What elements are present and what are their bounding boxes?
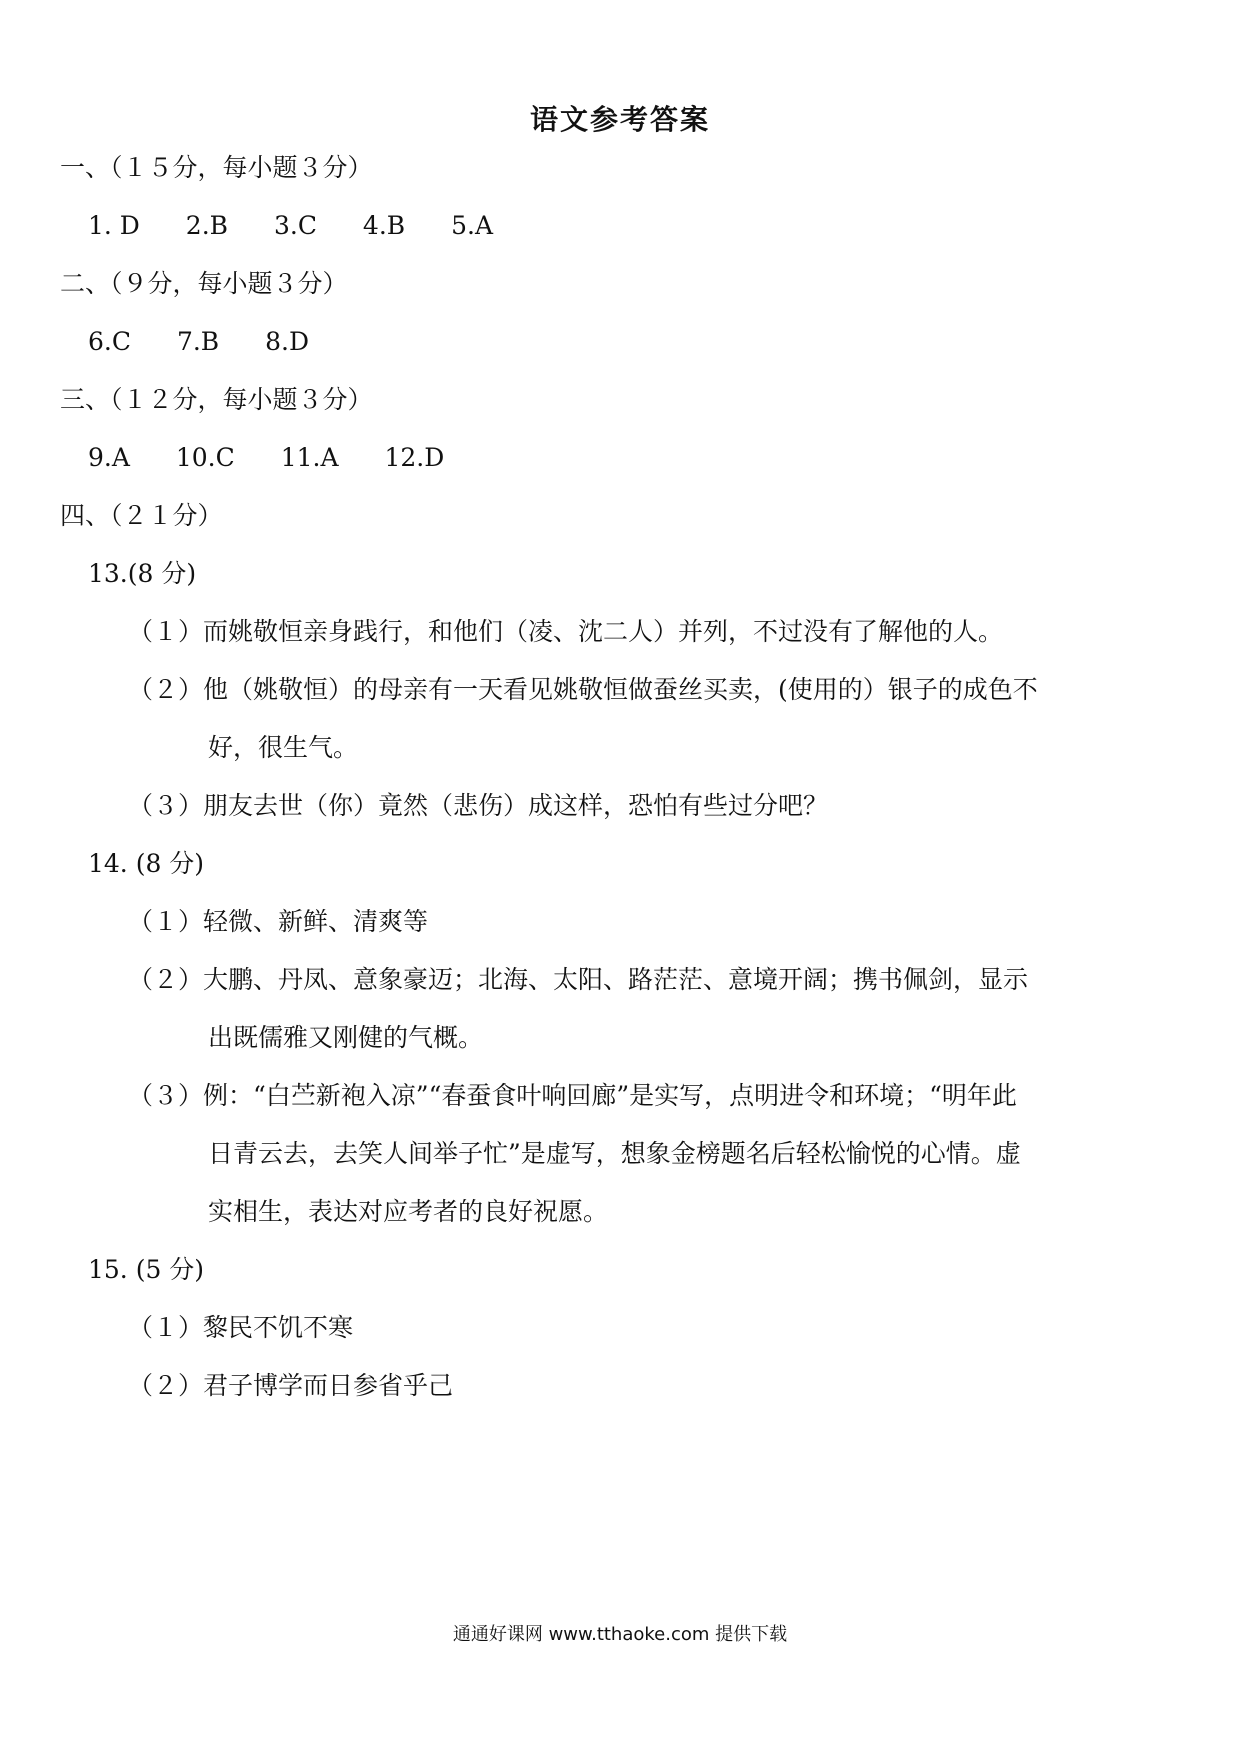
answer-11: 11.A xyxy=(280,443,339,472)
answer-6: 6.C xyxy=(88,327,131,356)
section-4-heading: 四、（２１分） xyxy=(60,501,223,530)
question-14-answer-1: （１）轻微、新鲜、清爽等 xyxy=(128,907,429,936)
question-14-label: 14. (8 分) xyxy=(88,849,205,878)
question-14-answer-2: （２）大鹏、丹凤、意象豪迈；北海、太阳、路茫茫、意境开阔；携书佩剑，显示 xyxy=(128,965,1029,994)
section-3-answers xyxy=(88,440,482,476)
answer-10: 10.C xyxy=(175,443,235,472)
footer-source: 通通好课网 www.tthaoke.com 提供下载 xyxy=(452,1624,788,1645)
answer-2: 2.B xyxy=(185,211,229,240)
answer-5: 5.A xyxy=(451,211,494,240)
answer-8: 8.D xyxy=(265,327,310,356)
question-13-answer-3: （３）朋友去世（你）竟然（悲伤）成这样，恐怕有些过分吧？ xyxy=(128,791,829,820)
question-13-answer-2: （２）他（姚敬恒）的母亲有一天看见姚敬恒做蚕丝买卖，(使用的）银子的成色不 xyxy=(128,675,1038,704)
question-14-answer-2-cont: 出既儒雅又刚健的气概。 xyxy=(208,1023,484,1052)
answer-4: 4.B xyxy=(362,211,406,240)
question-15-answer-2: （２）君子博学而日参省乎己 xyxy=(128,1371,454,1400)
section-3-heading: 三、（１２分，每小题３分） xyxy=(60,385,373,414)
answer-7: 7.B xyxy=(176,327,220,356)
question-14-answer-3-cont-1: 日青云去，去笑人间举子忙”是虚写，想象金榜题名后轻松愉悦的心情。虚 xyxy=(208,1139,1021,1168)
section-1-heading: 一、（１５分，每小题３分） xyxy=(60,153,373,182)
section-1-answers xyxy=(88,208,531,244)
question-13-answer-1: （１）而姚敬恒亲身践行，和他们（凌、沈二人）并列，不过没有了解他的人。 xyxy=(128,617,1004,646)
section-2-answers xyxy=(88,324,347,360)
question-14-answer-3-cont-2: 实相生，表达对应考者的良好祝愿。 xyxy=(208,1197,609,1226)
answer-3: 3.C xyxy=(273,211,317,240)
answer-1: 1. D xyxy=(88,211,140,240)
question-15-answer-1: （１）黎民不饥不寒 xyxy=(128,1313,354,1342)
question-13-answer-2-cont: 好，很生气。 xyxy=(208,733,359,762)
section-2-heading: 二、（９分，每小题３分） xyxy=(60,269,348,298)
answer-9: 9.A xyxy=(88,443,130,472)
answer-12: 12.D xyxy=(384,443,445,472)
question-14-answer-3: （３）例：“白苎新袍入凉”“春蚕食叶响回廊”是实写，点明进令和环境；“明年此 xyxy=(128,1081,1017,1110)
page-title: 语文参考答案 xyxy=(529,103,710,136)
question-13-label: 13.(8 分) xyxy=(88,559,197,588)
question-15-label: 15. (5 分) xyxy=(88,1255,205,1284)
